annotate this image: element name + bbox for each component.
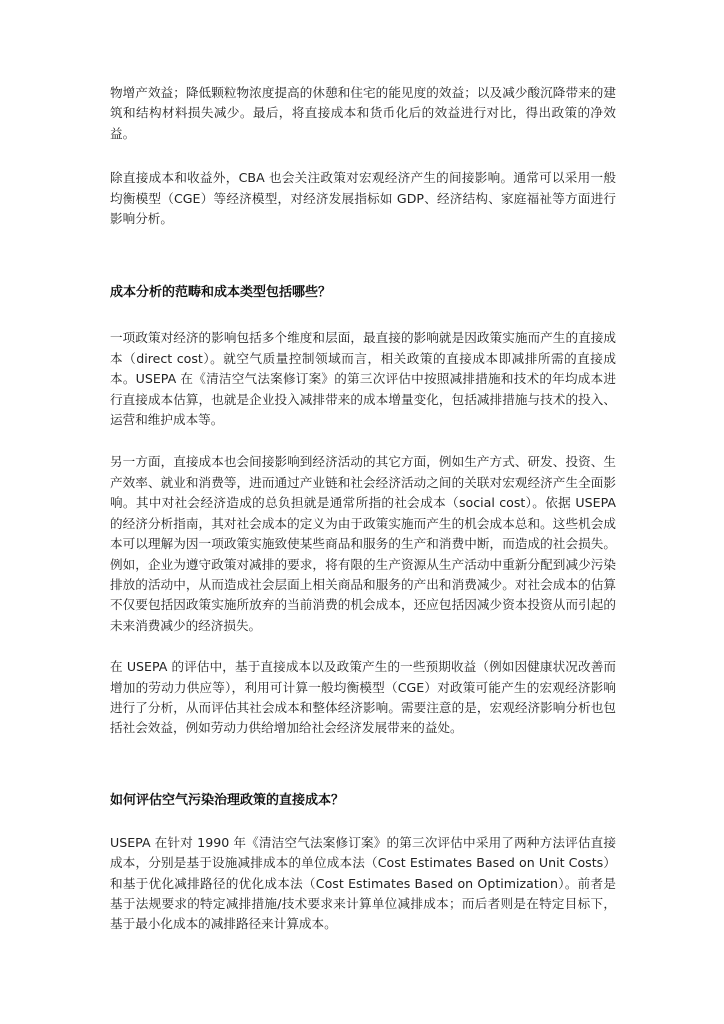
section-heading-cost-scope: 成本分析的范畴和成本类型包括哪些？ [110, 285, 332, 301]
paragraph-direct-cost: 一项政策对经济的影响包括多个维度和层面，最直接的影响就是因政策实施而产生的直接成本（direct cost）。就空气质量控制领域而言，相关政策的直接成本即减排所需的直接成本。USEPA 在《清洁空气法案修订案》的第三次评估中按照减排措施和技术的年均成本进行直接成本估算，也就是企业投入减排带来的成本增量变化，包括减排措施与技术的投入、运营和维护成本等。 [110, 330, 616, 428]
section-heading-direct-cost-evaluation: 如何评估空气污染治理政策的直接成本？ [110, 792, 345, 808]
paragraph-usepa-cge: 在 USEPA 的评估中，基于直接成本以及政策产生的一些预期收益（例如因健康状况改善而增加的劳动力供应等），利用可计算一般均衡模型（CGE）对政策可能产生的宏观经济影响进行了分析，从而评估其社会成本和整体经济影响。需要注意的是，宏观经济影响分析也包括社会效益，例如劳动力供给增加给社会经济发展带来的益处。 [110, 659, 616, 736]
paragraph-benefits-summary: 物增产效益；降低颗粒物浓度提高的休憩和住宅的能见度的效益；以及减少酸沉降带来的建筑和结构材料损失减少。最后，将直接成本和货币化后的效益进行对比，得出政策的净效益。 [110, 85, 616, 141]
paragraph-indirect-impacts: 除直接成本和收益外，CBA 也会关注政策对宏观经济产生的间接影响。通常可以采用一般均衡模型（CGE）等经济模型，对经济发展指标如 GDP、经济结构、家庭福祉等方面进行影响分析。 [110, 170, 616, 227]
paragraph-cost-methods: USEPA 在针对 1990 年《清洁空气法案修订案》的第三次评估中采用了两种方法评估直接成本，分别是基于设施减排成本的单位成本法（Cost Estimates Based on Unit Costs）和基于优化减排路径的优化成本法（Cost Estimates Based on Optimization）。前者是基于法规要求的特定减排措施/技术要求来计算单位减排成本；而后者则是在特定目标下，基于最小化成本的减排路径来计算成本。 [110, 834, 616, 932]
paragraph-social-cost: 另一方面，直接成本也会间接影响到经济活动的其它方面，例如生产方式、研发、投资、生产效率、就业和消费等，进而通过产业链和社会经济活动之间的关联对宏观经济产生全面影响。其中对社会经济造成的总负担就是通常所指的社会成本（social cost）。依据 USEPA 的经济分析指南，其对社会成本的定义为由于政策实施而产生的机会成本总和。这些机会成本可以理解为因一项政策实施致使某些商品和服务的生产和消费中断，而造成的社会损失。例如，企业为遵守政策对减排的要求，将有限的生产资源从生产活动中重新分配到减少污染排放的活动中，从而造成社会层面上相关商品和服务的产出和消费减少。对社会成本的估算不仅要包括因政策实施所放弃的当前消费的机会成本，还应包括因减少资本投资从而引起的未来消费减少的经济损失。 [110, 454, 616, 633]
